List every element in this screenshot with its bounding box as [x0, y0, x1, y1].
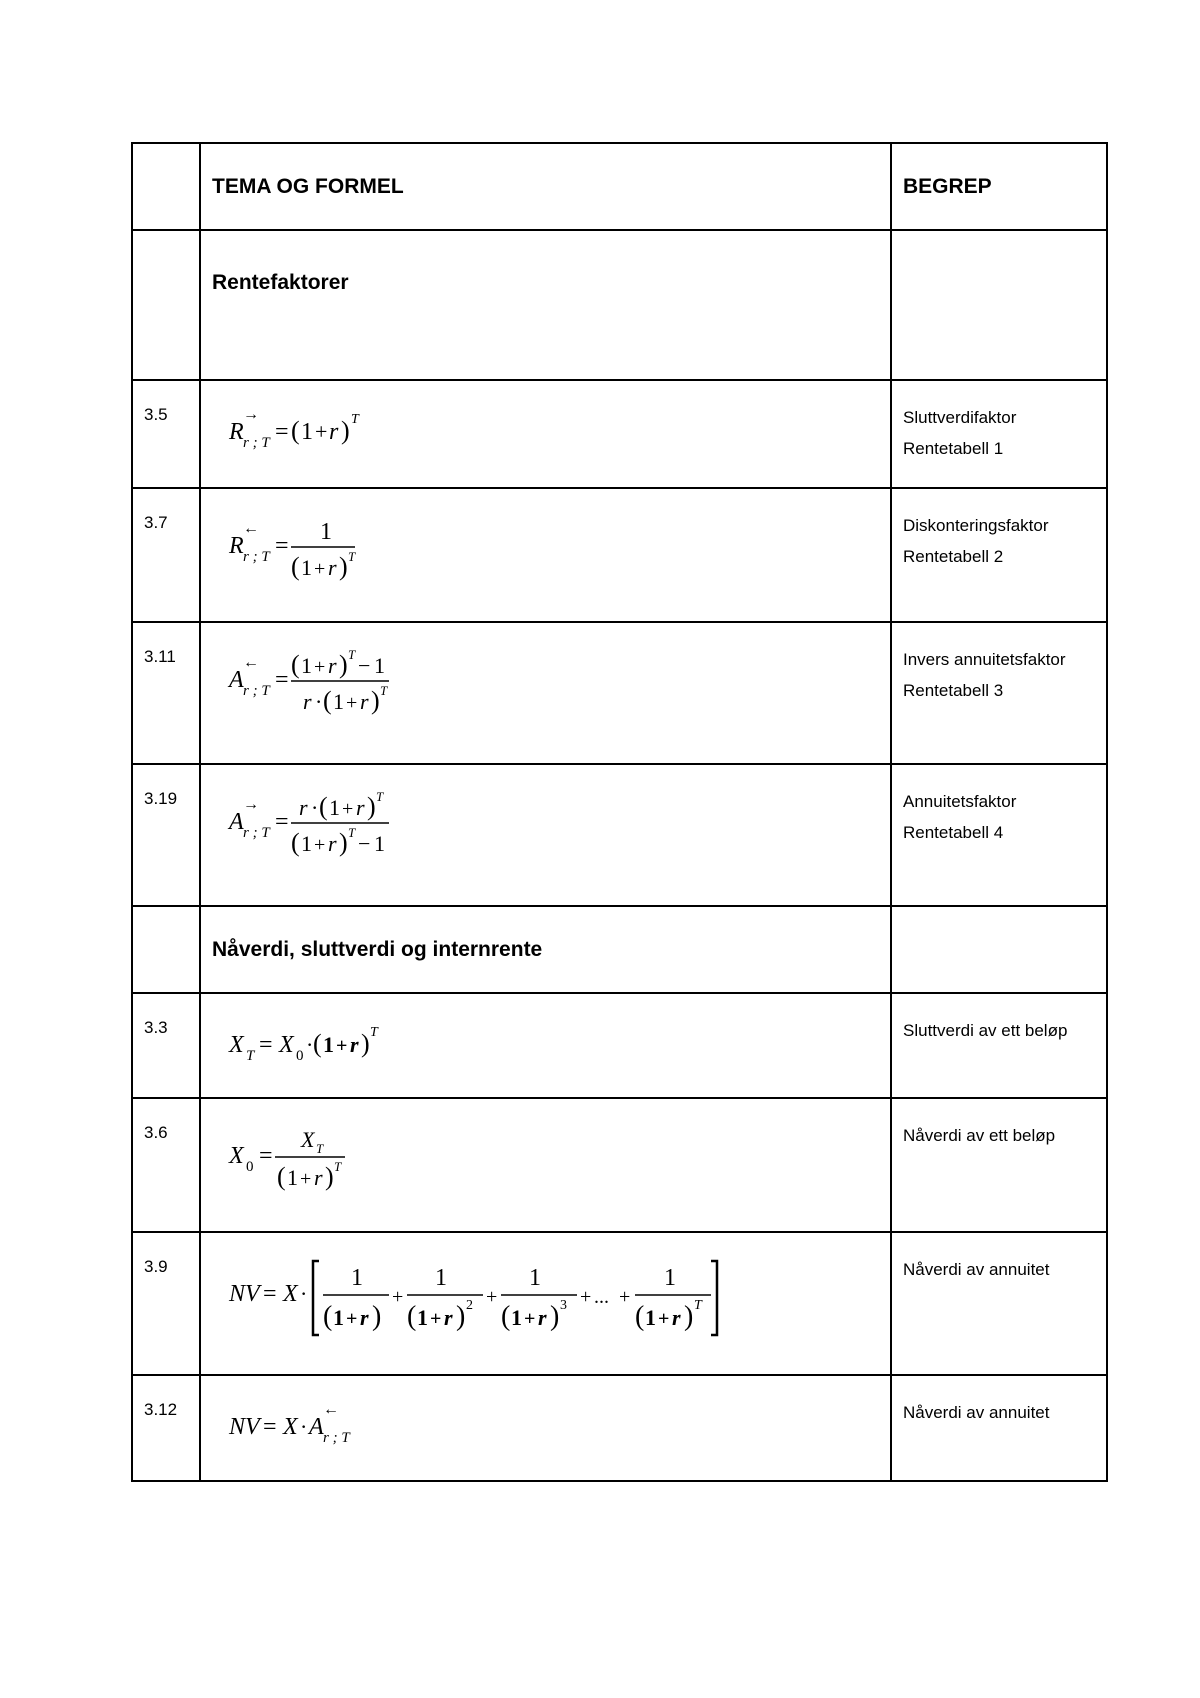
arrow-left-icon: ← [243, 520, 259, 537]
arrow-right-icon: → [243, 406, 259, 423]
term-table-ref: Rentetabell 3 [903, 681, 1004, 700]
formula-paren: ) [372, 1301, 382, 1332]
formula-row [132, 622, 1107, 764]
formula-paren: ) [550, 1301, 560, 1332]
formula-symbol: NV [229, 1281, 260, 1307]
term-cell [891, 993, 1107, 1098]
formula-symbol: R [229, 419, 244, 445]
formula-number: 1 [417, 1305, 428, 1330]
formula-symbol: r [538, 1305, 547, 1330]
formula-operator: + [346, 1308, 358, 1330]
formula-3-12 [227, 1402, 427, 1452]
formula-paren: ) [361, 1029, 370, 1058]
formula-operator: = [263, 1281, 277, 1307]
formula-number: 1 [301, 653, 312, 678]
formula-symbol: r [350, 1032, 359, 1057]
formula-number: 1 [329, 795, 340, 820]
formula-operator: + [315, 419, 328, 444]
arrow-right-icon: → [243, 796, 259, 813]
formula-number: 1 [664, 1265, 676, 1291]
formula-superscript: T [370, 1025, 378, 1040]
header-row [132, 143, 1107, 230]
formula-number: 3.5 [132, 380, 200, 488]
formula-operator: = [275, 419, 289, 445]
formula-symbol: R [229, 533, 244, 559]
formula-cell [200, 764, 891, 906]
formula-operator: · [300, 1414, 308, 1439]
formula-paren: ( [291, 416, 300, 445]
formula-3-6 [227, 1125, 427, 1199]
formula-cell [200, 1232, 891, 1375]
formula-operator: = [259, 1032, 273, 1058]
formula-cell [200, 488, 891, 622]
section-row [132, 906, 1107, 993]
formula-symbol: X [229, 1032, 244, 1058]
formula-3-9 [227, 1259, 747, 1343]
term-name: Nåverdi av ett beløp [903, 1126, 1056, 1145]
term-name: Nåverdi av annuitet [903, 1260, 1050, 1279]
formula-number: 3.9 [132, 1232, 200, 1375]
formula-paren: ( [291, 828, 300, 857]
formula-number: 3.6 [132, 1098, 200, 1232]
formula-paren: ) [339, 828, 348, 857]
formula-number: 1 [301, 419, 313, 445]
formula-paren: ( [635, 1301, 645, 1332]
formula-subscript: T [316, 1141, 324, 1156]
formula-number: 1 [287, 1165, 298, 1190]
section-title: Rentefaktorer [200, 230, 891, 380]
formula-symbol: r [672, 1305, 681, 1330]
formula-operator: · [315, 689, 323, 714]
formula-operator: = [259, 1143, 273, 1169]
formula-symbol: r [329, 419, 339, 445]
formula-symbol: r [360, 689, 369, 714]
formula-operator: · [306, 1032, 314, 1057]
formula-cell [200, 993, 891, 1098]
formula-paren: ) [456, 1301, 466, 1332]
formula-superscript: T [348, 647, 356, 662]
formula-number: 1 [301, 831, 312, 856]
term-cell [891, 1375, 1107, 1481]
formula-operator: + [486, 1286, 498, 1308]
formula-operator: + [580, 1286, 592, 1308]
formula-row [132, 488, 1107, 622]
formula-symbol: r [444, 1305, 453, 1330]
formula-subscript: 0 [246, 1159, 254, 1175]
formula-cell [200, 380, 891, 488]
formula-operator: + [619, 1286, 631, 1308]
formula-3-7 [227, 515, 427, 589]
formula-number: 3.11 [132, 622, 200, 764]
formula-cell [200, 622, 891, 764]
formula-paren: ) [325, 1162, 334, 1191]
formula-paren: ( [407, 1301, 417, 1332]
formula-subscript: r ; T [323, 1430, 350, 1446]
formula-operator: + [658, 1308, 670, 1330]
formula-paren: ( [323, 686, 332, 715]
formula-operator: = [275, 809, 289, 835]
formula-cell [200, 1098, 891, 1232]
term-cell [891, 1098, 1107, 1232]
formula-operator: = [275, 667, 289, 693]
term-cell [891, 764, 1107, 906]
formula-ellipsis: ... [594, 1286, 609, 1308]
formula-operator: + [524, 1308, 536, 1330]
formula-superscript: T [348, 549, 356, 564]
formula-symbol: X [301, 1127, 315, 1152]
formula-3-3 [227, 1020, 427, 1070]
formula-symbol: X [283, 1281, 298, 1307]
formula-paren: ( [319, 792, 328, 821]
formula-table [131, 142, 1108, 1482]
formula-subscript: r ; T [243, 825, 270, 841]
formula-3-19 [227, 791, 447, 865]
formula-symbol: X [279, 1032, 294, 1058]
formula-row [132, 380, 1107, 488]
formula-paren: ( [291, 552, 300, 581]
formula-operator: − [358, 653, 371, 678]
formula-number: 3.3 [132, 993, 200, 1098]
header-formula: TEMA OG FORMEL [200, 143, 891, 230]
formula-number: 1 [374, 653, 385, 678]
formula-paren: ) [341, 416, 350, 445]
formula-paren: ( [291, 650, 300, 679]
term-table-ref: Rentetabell 4 [903, 823, 1004, 842]
formula-superscript: T [376, 789, 384, 804]
formula-paren: ( [323, 1301, 333, 1332]
formula-symbol: r [328, 555, 337, 580]
formula-row [132, 1098, 1107, 1232]
formula-symbol: A [229, 809, 244, 835]
formula-operator: · [300, 1281, 308, 1306]
formula-symbol: r [328, 831, 337, 856]
formula-row [132, 1232, 1107, 1375]
formula-symbol: r [303, 689, 312, 714]
formula-symbol: NV [229, 1414, 260, 1440]
formula-3-5 [227, 407, 427, 457]
formula-operator: + [314, 834, 326, 856]
formula-superscript: T [380, 683, 388, 698]
formula-number: 3.7 [132, 488, 200, 622]
formula-superscript: T [348, 825, 356, 840]
formula-symbol: r [356, 795, 365, 820]
term-cell [891, 622, 1107, 764]
term-cell [891, 488, 1107, 622]
formula-number: 1 [645, 1305, 656, 1330]
formula-3-11 [227, 649, 447, 723]
arrow-left-icon: ← [323, 1401, 339, 1418]
formula-paren: ) [684, 1301, 694, 1332]
formula-operator: − [358, 831, 371, 856]
formula-superscript: 3 [560, 1298, 567, 1313]
formula-paren: ( [277, 1162, 286, 1191]
formula-cell [200, 1375, 891, 1481]
formula-subscript: T [246, 1048, 255, 1064]
formula-symbol: X [283, 1414, 298, 1440]
formula-operator: = [263, 1414, 277, 1440]
formula-number: 1 [529, 1265, 541, 1291]
formula-symbol: A [229, 667, 244, 693]
formula-number: 1 [333, 689, 344, 714]
formula-paren: ) [371, 686, 380, 715]
formula-number: 1 [301, 555, 312, 580]
formula-operator: + [342, 798, 354, 820]
formula-paren: ) [339, 650, 348, 679]
formula-number: 1 [351, 1265, 363, 1291]
section-title: Nåverdi, sluttverdi og internrente [200, 906, 891, 993]
formula-symbol: r [299, 795, 308, 820]
term-name: Sluttverdifaktor [903, 408, 1017, 427]
term-table-ref: Rentetabell 1 [903, 439, 1004, 458]
arrow-left-icon: ← [243, 654, 259, 671]
formula-row [132, 993, 1107, 1098]
term-cell [891, 380, 1107, 488]
formula-paren: ( [501, 1301, 511, 1332]
formula-operator: · [311, 795, 319, 820]
formula-subscript: r ; T [243, 435, 270, 451]
formula-row [132, 764, 1107, 906]
term-name: Invers annuitetsfaktor [903, 650, 1066, 669]
formula-operator: + [300, 1168, 312, 1190]
formula-operator: + [314, 656, 326, 678]
formula-subscript: r ; T [243, 683, 270, 699]
term-name: Sluttverdi av ett beløp [903, 1021, 1068, 1040]
formula-row [132, 1375, 1107, 1481]
formula-operator: + [346, 692, 358, 714]
formula-symbol: A [309, 1414, 324, 1440]
formula-operator: + [430, 1308, 442, 1330]
formula-paren: ) [367, 792, 376, 821]
formula-operator: = [275, 533, 289, 559]
formula-number: 3.12 [132, 1375, 200, 1481]
term-name: Diskonteringsfaktor [903, 516, 1049, 535]
formula-superscript: T [694, 1298, 702, 1313]
formula-subscript: 0 [296, 1048, 304, 1064]
formula-symbol: r [360, 1305, 369, 1330]
formula-operator: + [392, 1286, 404, 1308]
formula-superscript: 2 [466, 1298, 473, 1313]
formula-subscript: r ; T [243, 549, 270, 565]
formula-operator: + [336, 1035, 348, 1057]
formula-symbol: X [229, 1143, 244, 1169]
formula-number: 1 [333, 1305, 344, 1330]
formula-superscript: T [334, 1159, 342, 1174]
term-cell [891, 1232, 1107, 1375]
term-name: Nåverdi av annuitet [903, 1403, 1050, 1422]
formula-number: 1 [511, 1305, 522, 1330]
section-row [132, 230, 1107, 380]
bracket-left [313, 1261, 319, 1335]
formula-operator: + [314, 558, 326, 580]
header-term: BEGREP [891, 143, 1107, 230]
formula-number: 1 [374, 831, 385, 856]
term-table-ref: Rentetabell 2 [903, 547, 1004, 566]
formula-superscript: T [351, 412, 359, 427]
header-num-cell [132, 143, 200, 230]
formula-symbol: r [328, 653, 337, 678]
term-name: Annuitetsfaktor [903, 792, 1017, 811]
bracket-right [711, 1261, 717, 1335]
formula-symbol: r [314, 1165, 323, 1190]
formula-paren: ) [339, 552, 348, 581]
formula-number: 3.19 [132, 764, 200, 906]
formula-number: 1 [320, 519, 332, 545]
formula-number: 1 [435, 1265, 447, 1291]
formula-paren: ( [313, 1029, 322, 1058]
formula-number: 1 [323, 1032, 334, 1057]
